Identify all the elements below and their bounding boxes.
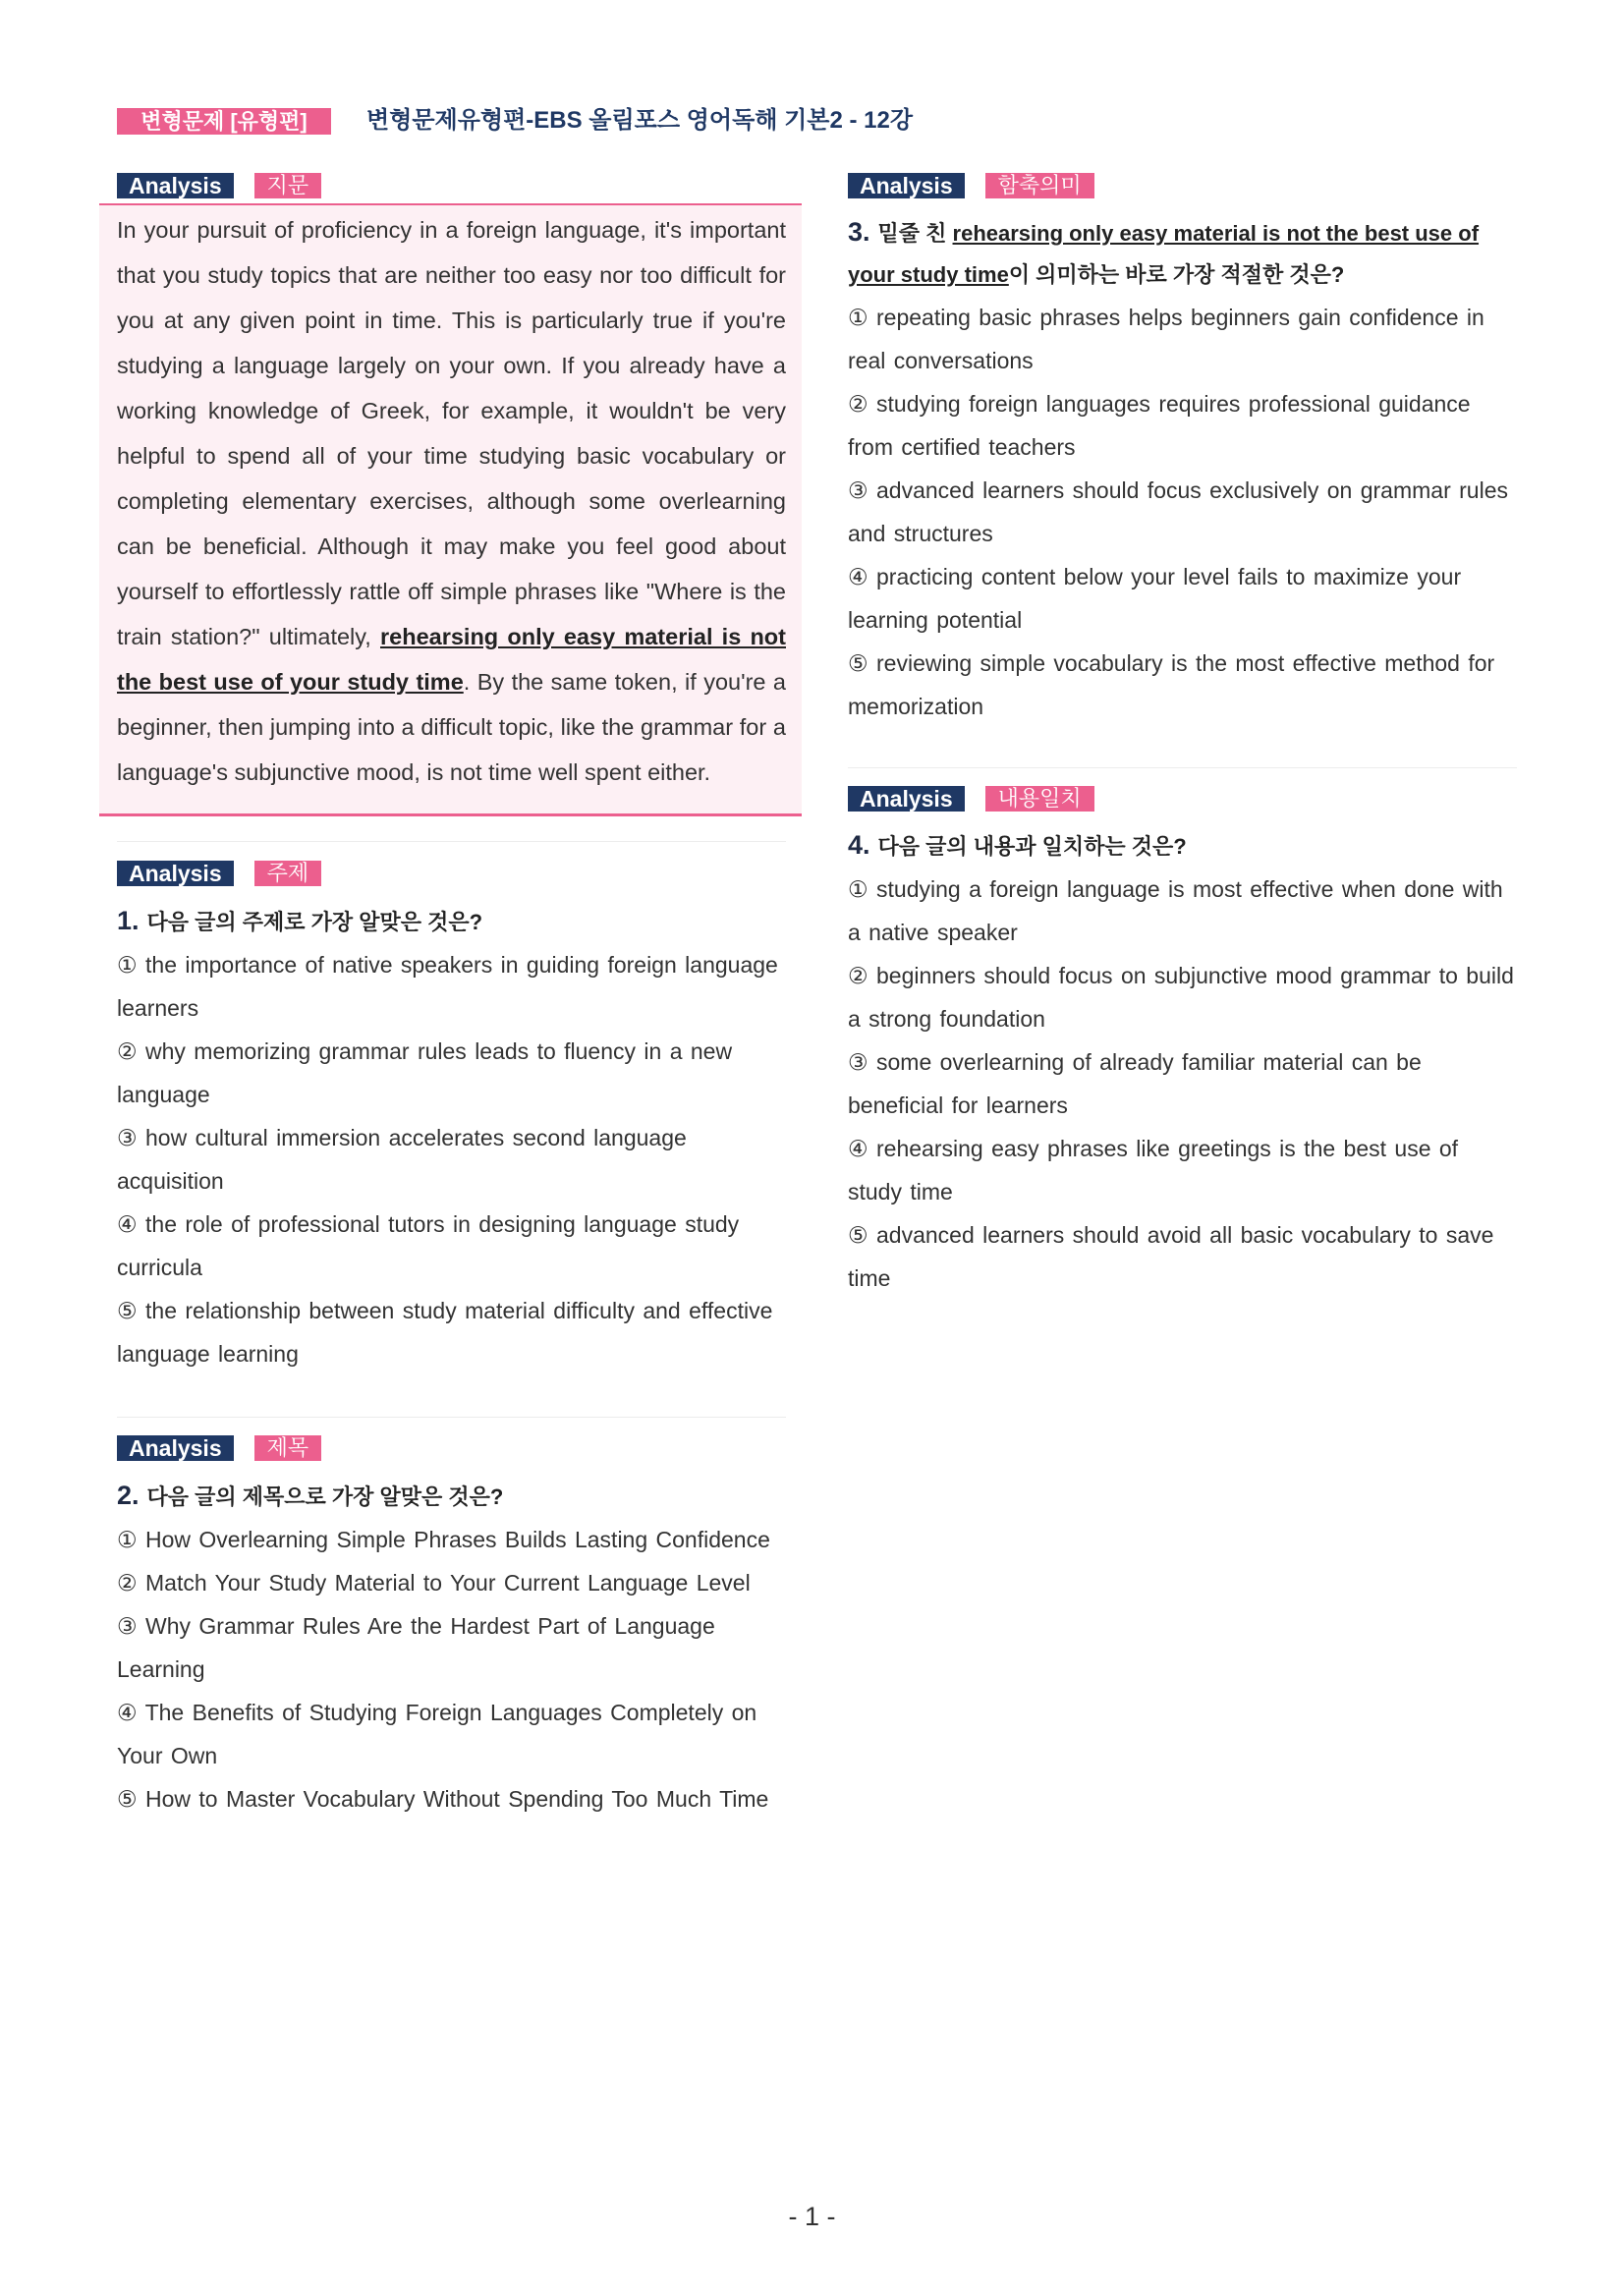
q3-section-label <box>848 173 1517 198</box>
q3-option-5: ⑤ reviewing simple vocabulary is the most effective method for memorization <box>848 650 1495 719</box>
section-tag-implication: 함축의미 <box>985 173 1094 198</box>
section-divider <box>117 1417 786 1418</box>
q1-option-3: ③ how cultural immersion accelerates second language acquisition <box>117 1125 687 1194</box>
q3-stem-underlined: rehearsing only easy material is not the best use of your study time <box>848 221 1480 287</box>
q4-number: 4. <box>848 830 870 860</box>
q2-stem <box>117 1475 786 1518</box>
q1-stem-text: 다음 글의 주제로 가장 알맞은 것은? <box>146 910 483 934</box>
q4-option-4: ④ rehearsing easy phrases like greetings is the best use of study time <box>848 1136 1459 1204</box>
q3-stem-prefix: 밑줄 친 <box>877 221 953 246</box>
q4-stem-text: 다음 글의 내용과 일치하는 것은? <box>877 834 1187 859</box>
q3-option-1: ① repeating basic phrases helps beginners gain confidence in real conversations <box>848 305 1484 373</box>
right-column <box>848 173 1517 1300</box>
q2-options <box>117 1518 786 1820</box>
analysis-label: Analysis <box>117 173 234 198</box>
q2-section-label <box>117 1435 786 1461</box>
q1-option-2: ② why memorizing grammar rules leads to fluency in a new language <box>117 1038 733 1107</box>
section-tag-topic: 주제 <box>254 861 322 886</box>
q1-option-4: ④ the role of professional tutors in designing language study curricula <box>117 1211 740 1280</box>
q3-stem <box>848 211 1517 296</box>
q3-number: 3. <box>848 217 870 247</box>
q2-stem-text: 다음 글의 제목으로 가장 알맞은 것은? <box>146 1484 504 1509</box>
page-title: 변형문제유형편-EBS 올림포스 영어독해 기본2 - 12강 <box>366 107 914 134</box>
analysis-label: Analysis <box>117 861 234 886</box>
section-tag-title: 제목 <box>254 1435 322 1461</box>
q2-option-4: ④ The Benefits of Studying Foreign Languages Completely on Your Own <box>117 1700 757 1768</box>
passage-section-label <box>117 173 786 198</box>
left-column <box>117 173 786 1820</box>
q1-option-5: ⑤ the relationship between study material difficulty and effective language learning <box>117 1298 773 1367</box>
analysis-label: Analysis <box>848 173 965 198</box>
q3-option-2: ② studying foreign languages requires professional guidance from certified teachers <box>848 391 1471 460</box>
q1-number: 1. <box>117 906 140 935</box>
q4-section-label <box>848 786 1517 812</box>
q4-stem <box>848 824 1517 868</box>
analysis-label: Analysis <box>848 786 965 812</box>
q2-option-2: ② Match Your Study Material to Your Current Language Level <box>117 1570 751 1596</box>
section-tag-passage: 지문 <box>254 173 322 198</box>
q3-option-4: ④ practicing content below your level fails to maximize your learning potential <box>848 564 1462 633</box>
page-number: - 1 - <box>788 2202 836 2231</box>
q4-option-2: ② beginners should focus on subjunctive mood grammar to build a strong foundation <box>848 963 1514 1032</box>
q1-section-label <box>117 861 786 886</box>
q2-option-3: ③ Why Grammar Rules Are the Hardest Part of Language Learning <box>117 1613 715 1682</box>
q2-number: 2. <box>117 1481 140 1510</box>
passage-text-after: . By the same token, if you're a beginner, then jumping into a difficult topic, like the grammar for a language's subjunctive mood, is not time well spent either. <box>117 669 786 785</box>
q3-stem-suffix: 이 의미하는 바로 가장 적절한 것은? <box>1008 262 1345 287</box>
q2-option-1: ① How Overlearning Simple Phrases Builds Lasting Confidence <box>117 1527 770 1552</box>
q1-option-1: ① the importance of native speakers in guiding foreign language learners <box>117 952 778 1021</box>
passage-underlined-phrase: rehearsing only easy material is not the best use of your study time <box>117 624 786 695</box>
q4-option-1: ① studying a foreign language is most effective when done with a native speaker <box>848 876 1503 945</box>
section-divider <box>848 767 1517 768</box>
passage-text-before: In your pursuit of proficiency in a foreign language, it's important that you study topics that are neither too easy nor too difficult for you at any given point in time. This is particularly true if you're studying a language largely on your own. If you already have a working knowledge of Greek, for example, it wouldn't be very helpful to spend all of your time studying basic vocabulary or completing elementary exercises, although some overlearning can be beneficial. Although it may make you feel good about yourself to effortlessly rattle off simple phrases like "Where is the train station?" ultimately, <box>117 217 786 649</box>
q1-stem <box>117 900 786 943</box>
analysis-label: Analysis <box>117 1435 234 1461</box>
q2-option-5: ⑤ How to Master Vocabulary Without Spending Too Much Time <box>117 1786 769 1812</box>
passage-box <box>99 203 802 816</box>
header-badge: 변형문제 [유형편] <box>117 108 331 135</box>
q1-options <box>117 943 786 1375</box>
section-tag-content-match: 내용일치 <box>985 786 1094 812</box>
section-divider <box>117 841 786 842</box>
q4-options <box>848 868 1517 1300</box>
q4-option-3: ③ some overlearning of already familiar material can be beneficial for learners <box>848 1049 1422 1118</box>
q3-options <box>848 296 1517 728</box>
q3-option-3: ③ advanced learners should focus exclusively on grammar rules and structures <box>848 477 1508 546</box>
q4-option-5: ⑤ advanced learners should avoid all basic vocabulary to save time <box>848 1222 1494 1291</box>
